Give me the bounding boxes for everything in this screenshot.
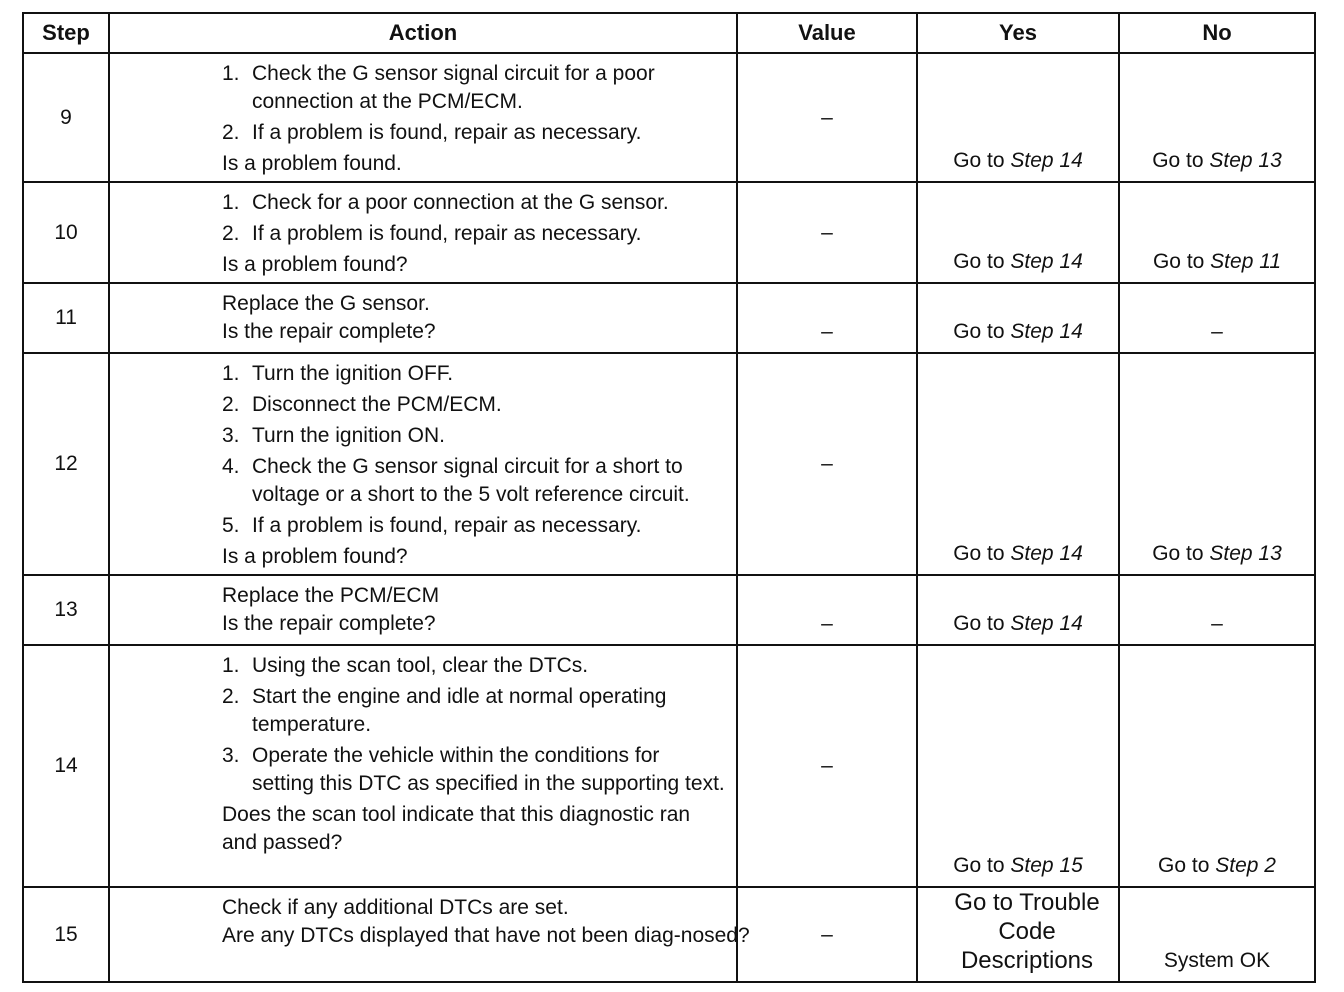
no-cell <box>1119 645 1315 887</box>
item-text: Turn the ignition ON. <box>252 424 445 447</box>
value-cell: – <box>737 283 917 353</box>
item-number: 2. <box>222 685 240 708</box>
diagnostic-table <box>22 12 1316 983</box>
action-cell <box>109 575 737 645</box>
goto-prefix: Go to <box>1152 250 1211 273</box>
table-row <box>23 887 1315 982</box>
goto-prefix: Go to <box>953 542 1011 565</box>
action-question: Is a problem found? <box>222 545 408 568</box>
action-question: Is the repair complete? <box>222 612 436 635</box>
goto-target: Step 13 <box>1209 149 1282 172</box>
item-text: If a problem is found, repair as necessary. <box>252 121 642 144</box>
yes-goto <box>953 612 1083 635</box>
action-cell <box>109 887 750 982</box>
yes-cell <box>917 283 1119 353</box>
no-goto <box>1158 854 1276 877</box>
item-text: Turn the ignition OFF. <box>252 362 454 385</box>
no-goto <box>1153 250 1281 273</box>
action-item <box>222 742 726 798</box>
action-cell <box>109 53 737 182</box>
value-cell: – <box>737 182 917 283</box>
goto-target: Step 14 <box>1010 250 1083 273</box>
no-cell: – <box>1119 283 1315 353</box>
goto-prefix: Go to <box>953 149 1011 172</box>
item-text: Check the G sensor signal circuit for a poor connection at the PCM/ECM. <box>252 62 655 113</box>
step-number: 15 <box>23 887 109 982</box>
table-row <box>23 283 1315 353</box>
step-number: 13 <box>23 575 109 645</box>
goto-target: Step 2 <box>1215 854 1276 877</box>
yes-goto <box>953 854 1083 877</box>
header-no: No <box>1119 13 1315 53</box>
action-cell <box>109 353 737 575</box>
yes-cell <box>917 182 1119 283</box>
item-number: 2. <box>222 121 240 144</box>
item-text: Disconnect the PCM/ECM. <box>252 393 502 416</box>
no-cell: – <box>1119 575 1315 645</box>
table-row <box>23 575 1315 645</box>
goto-target: Step 14 <box>1010 612 1083 635</box>
item-number: 1. <box>222 362 240 385</box>
item-number: 3. <box>222 424 240 447</box>
action-item <box>222 683 726 739</box>
action-lead: Replace the PCM/ECM <box>222 584 440 607</box>
goto-target: Step 14 <box>1010 149 1083 172</box>
action-lead: Check if any additional DTCs are set. <box>222 896 569 919</box>
action-item <box>222 453 726 509</box>
value-cell: – <box>737 353 917 575</box>
action-question: Is a problem found. <box>222 152 402 175</box>
table-row <box>23 182 1315 283</box>
step-number: 10 <box>23 182 109 283</box>
item-number: 4. <box>222 455 240 478</box>
goto-prefix: Go to <box>953 854 1011 877</box>
yes-cell <box>917 353 1119 575</box>
header-row <box>23 13 1315 53</box>
value-cell: – <box>737 575 917 645</box>
item-text: Check for a poor connection at the G sensor. <box>252 191 669 214</box>
action-item <box>222 189 726 217</box>
item-text: If a problem is found, repair as necessary. <box>252 514 642 537</box>
header-value: Value <box>737 13 917 53</box>
action-item <box>222 652 726 680</box>
no-cell <box>1119 182 1315 283</box>
goto-prefix: Go to <box>1152 542 1210 565</box>
action-item <box>222 220 726 248</box>
value-cell: – <box>737 887 917 982</box>
action-question: Is the repair complete? <box>222 320 436 343</box>
yes-goto <box>953 542 1083 565</box>
action-question: Are any DTCs displayed that have not been diag-nosed? <box>222 924 750 947</box>
yes-goto <box>953 250 1083 273</box>
item-number: 1. <box>222 62 240 85</box>
goto-prefix: Go to <box>953 250 1011 273</box>
action-cell <box>109 645 737 887</box>
action-lead: Replace the G sensor. <box>222 292 430 315</box>
action-question: Is a problem found? <box>222 253 408 276</box>
goto-target: Step 14 <box>1010 542 1083 565</box>
goto-prefix: Go to <box>1152 149 1210 172</box>
action-cell <box>109 182 737 283</box>
item-number: 5. <box>222 514 240 537</box>
item-number: 2. <box>222 222 240 245</box>
item-text: Operate the vehicle within the conditions for setting this DTC as specified in the supporting text. <box>252 744 725 795</box>
goto-target: Step 15 <box>1010 854 1083 877</box>
yes-goto <box>953 149 1083 172</box>
action-item <box>222 360 726 388</box>
goto-prefix: Go to <box>1158 854 1216 877</box>
no-goto <box>1152 149 1282 172</box>
no-cell <box>1119 353 1315 575</box>
action-question: Does the scan tool indicate that this diagnostic ran and passed? <box>222 803 691 854</box>
step-number: 11 <box>23 283 109 353</box>
item-number: 3. <box>222 744 240 767</box>
item-number: 1. <box>222 654 240 677</box>
yes-cell <box>917 53 1119 182</box>
goto-target: Step 14 <box>1010 320 1083 343</box>
table-row <box>23 353 1315 575</box>
goto-prefix: Go to <box>953 612 1011 635</box>
item-text: Using the scan tool, clear the DTCs. <box>252 654 589 677</box>
yes-cell: Go to Trouble Code Descriptions <box>917 887 1119 982</box>
value-cell: – <box>737 645 917 887</box>
header-action: Action <box>109 13 737 53</box>
action-item <box>222 422 726 450</box>
item-number: 1. <box>222 191 240 214</box>
action-item <box>222 60 726 116</box>
no-cell <box>1119 53 1315 182</box>
no-goto <box>1152 542 1282 565</box>
header-yes: Yes <box>917 13 1119 53</box>
yes-cell <box>917 575 1119 645</box>
value-cell: – <box>737 53 917 182</box>
header-step: Step <box>23 13 109 53</box>
action-item <box>222 119 726 147</box>
goto-target: Step 11 <box>1210 250 1282 273</box>
table-row <box>23 645 1315 887</box>
action-item <box>222 512 726 540</box>
no-cell: System OK <box>1119 887 1315 982</box>
yes-goto <box>953 320 1083 343</box>
goto-prefix: Go to <box>953 320 1011 343</box>
item-number: 2. <box>222 393 240 416</box>
step-number: 14 <box>23 645 109 887</box>
goto-target: Step 13 <box>1209 542 1282 565</box>
table-row <box>23 53 1315 182</box>
yes-cell <box>917 645 1119 887</box>
action-item <box>222 391 726 419</box>
step-number: 9 <box>23 53 109 182</box>
step-number: 12 <box>23 353 109 575</box>
action-cell <box>109 283 737 353</box>
item-text: If a problem is found, repair as necessary. <box>252 222 642 245</box>
item-text: Check the G sensor signal circuit for a short to voltage or a short to the 5 volt reference circuit. <box>252 455 690 506</box>
item-text: Start the engine and idle at normal operating temperature. <box>252 685 667 736</box>
